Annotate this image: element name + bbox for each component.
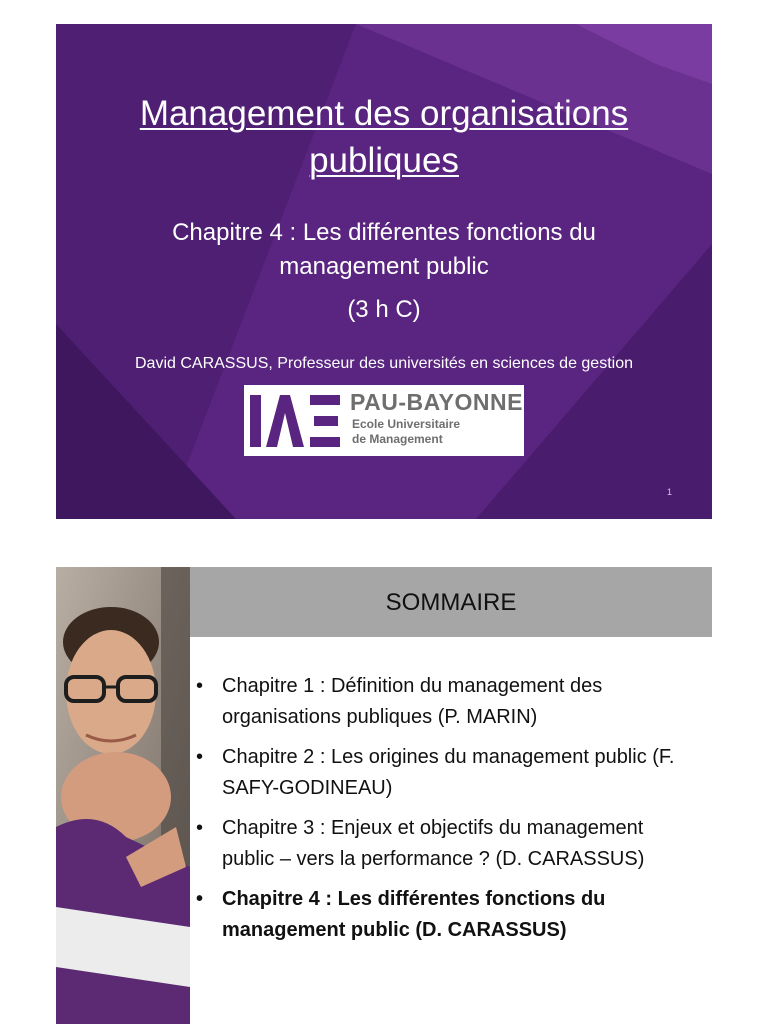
iae-pau-bayonne-logo (244, 385, 524, 456)
logo-subtitle-line-2: de Management (352, 432, 443, 446)
logo-subtitle-line-1: Ecole Universitaire (352, 417, 461, 431)
list-item-current (196, 884, 696, 946)
chapter-list (196, 671, 696, 955)
logo-name: PAU-BAYONNE (350, 389, 523, 415)
title-line-2: publiques (309, 141, 459, 180)
logo-subtitle (352, 417, 460, 447)
chapter-3-text: Chapitre 3 : Enjeux et objectifs du management public – vers la performance ? (D. CARASSUS) (222, 817, 645, 870)
bullet-icon: • (196, 746, 204, 768)
bullet-icon: • (196, 817, 204, 839)
bullet-icon: • (196, 675, 204, 697)
duration-label: (3 h C) (347, 296, 421, 323)
page-number: 1 (666, 487, 672, 497)
chapter-subtitle: Chapitre 4 : Les différentes fonctions du management public (172, 219, 596, 280)
title-slide (56, 24, 712, 519)
iae-mark-icon (244, 385, 344, 456)
list-item (196, 813, 696, 875)
list-item (196, 742, 696, 804)
chapter-1-text: Chapitre 1 : Définition du management des organisations publiques (P. MARIN) (222, 675, 603, 728)
chapter-2-text: Chapitre 2 : Les origines du management public (F. SAFY-GODINEAU) (222, 746, 675, 799)
list-item (196, 671, 696, 733)
chapter-4-text: Chapitre 4 : Les différentes fonctions du management public (D. CARASSUS) (222, 888, 606, 941)
title-line-1: Management des organisations (139, 94, 629, 133)
summary-title: SOMMAIRE (385, 589, 517, 616)
man-thinking-photo (56, 567, 190, 1024)
summary-slide (56, 567, 712, 1024)
presentation-title (56, 90, 712, 184)
summary-header (190, 567, 712, 637)
author-line: David CARASSUS, Professeur des universités en sciences de gestion (134, 355, 633, 372)
person-illustration (56, 567, 190, 1024)
bullet-icon: • (196, 888, 204, 910)
